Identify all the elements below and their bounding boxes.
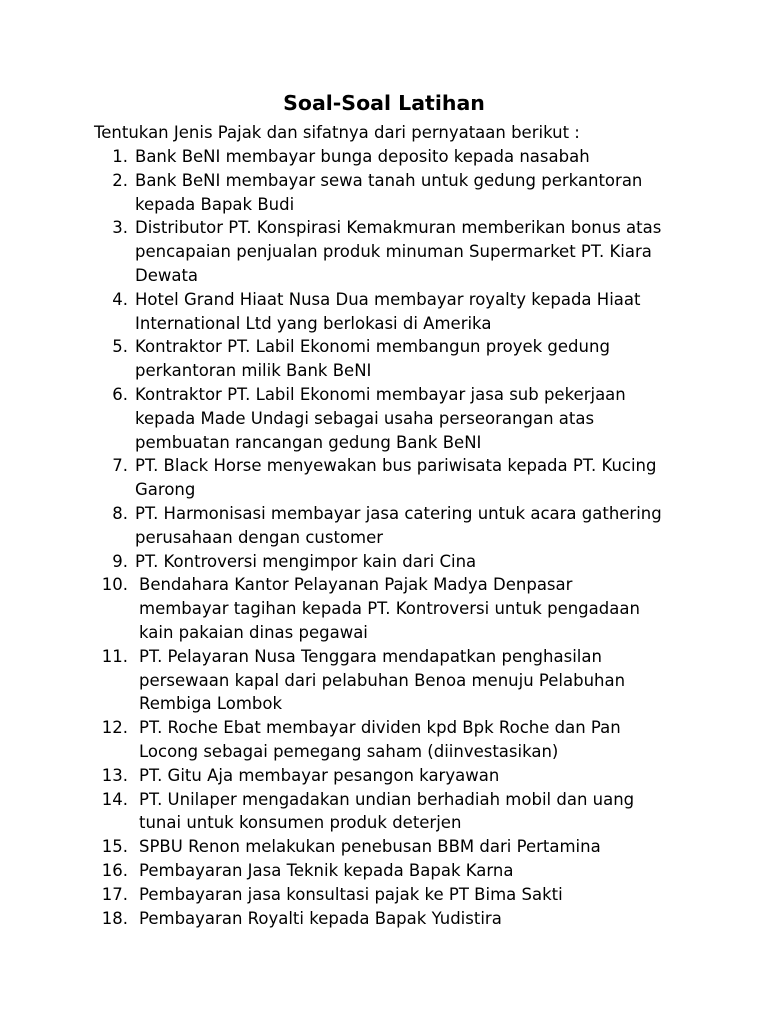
list-item — [0, 764, 768, 788]
list-item-line: PT. Kontroversi mengimpor kain dari Cina — [135, 551, 477, 571]
list-item-line: Locong sebagai pemegang saham (diinvestasikan) — [139, 741, 559, 761]
list-item-number: 13. — [101, 765, 128, 785]
list-item-line: kain pakaian dinas pegawai — [139, 622, 368, 642]
list-item-line: Kontraktor PT. Labil Ekonomi membangun proyek gedung — [135, 337, 610, 357]
list-item-line: PT. Unilaper mengadakan undian berhadiah mobil dan uang — [139, 789, 635, 809]
list-item-line: Pembayaran Jasa Teknik kepada Bapak Karna — [139, 860, 514, 880]
list-item — [0, 169, 768, 217]
list-item-text — [139, 645, 683, 716]
list-item-text — [139, 835, 683, 859]
list-item-line: kepada Made Undagi sebagai usaha perseorangan atas — [135, 408, 595, 428]
list-item-text — [135, 383, 683, 454]
list-item — [0, 145, 768, 169]
list-item — [0, 454, 768, 502]
list-item-line: tunai untuk konsumen produk deterjen — [139, 813, 462, 833]
list-item-text — [135, 288, 683, 336]
list-item-line: PT. Gitu Aja membayar pesangon karyawan — [139, 765, 500, 785]
list-item-line: pembuatan rancangan gedung Bank BeNI — [135, 432, 482, 452]
list-item-number: 15. — [101, 837, 128, 857]
list-item-line: PT. Roche Ebat membayar dividen kpd Bpk Roche dan Pan — [139, 718, 621, 738]
list-item-number: 12. — [101, 718, 128, 738]
list-item — [0, 645, 768, 716]
list-item — [0, 335, 768, 383]
list-item — [0, 502, 768, 550]
list-item-number: 10. — [101, 575, 128, 595]
list-item — [0, 383, 768, 454]
list-item-text — [135, 454, 683, 502]
list-item-number: 5. — [112, 337, 128, 357]
list-item — [0, 835, 768, 859]
list-item-line: Pembayaran Royalti kepada Bapak Yudistira — [139, 908, 502, 928]
list-item — [0, 550, 768, 574]
list-item-line: Kontraktor PT. Labil Ekonomi membayar jasa sub pekerjaan — [135, 384, 626, 404]
list-item-text — [139, 764, 683, 788]
list-item-text — [139, 907, 683, 931]
list-item-number: 14. — [101, 789, 128, 809]
list-item-line: Garong — [135, 480, 196, 500]
list-item-line: PT. Black Horse menyewakan bus pariwisata kepada PT. Kucing — [135, 456, 657, 476]
list-item-line: kepada Bapak Budi — [135, 194, 295, 214]
list-item-text — [135, 145, 683, 169]
list-item-number: 8. — [112, 503, 128, 523]
list-item-number: 7. — [112, 456, 128, 476]
list-item-text — [135, 550, 683, 574]
list-item-line: SPBU Renon melakukan penebusan BBM dari Pertamina — [139, 837, 601, 857]
list-item-text — [135, 216, 683, 287]
list-item — [0, 907, 768, 931]
question-list — [0, 145, 768, 930]
list-item-line: International Ltd yang berlokasi di Amerika — [135, 313, 492, 333]
list-item-number: 17. — [101, 884, 128, 904]
list-item-number: 6. — [112, 384, 128, 404]
list-item — [0, 288, 768, 336]
list-item-line: Hotel Grand Hiaat Nusa Dua membayar royalty kepada Hiaat — [135, 289, 641, 309]
list-item — [0, 216, 768, 287]
list-item — [0, 716, 768, 764]
list-item-text — [139, 883, 683, 907]
list-item-number: 4. — [112, 289, 128, 309]
list-item-line: Bank BeNI membayar sewa tanah untuk gedung perkantoran — [135, 170, 643, 190]
list-item — [0, 788, 768, 836]
list-item-number: 9. — [112, 551, 128, 571]
page-title: Soal-Soal Latihan — [283, 91, 485, 115]
list-item-number: 3. — [112, 218, 128, 238]
list-item-line: Distributor PT. Konspirasi Kemakmuran memberikan bonus atas — [135, 218, 662, 238]
list-item-text — [139, 573, 683, 644]
list-item-number: 1. — [112, 147, 128, 166]
list-item-text — [135, 502, 683, 550]
list-item-text — [135, 335, 683, 383]
list-item-number: 16. — [101, 860, 128, 880]
list-item-number: 2. — [112, 170, 128, 190]
list-item-number: 18. — [101, 908, 128, 928]
list-item — [0, 883, 768, 907]
list-item-line: Bank BeNI membayar bunga deposito kepada nasabah — [135, 147, 590, 166]
list-item-line: Bendahara Kantor Pelayanan Pajak Madya Denpasar — [139, 575, 573, 595]
list-item-text — [139, 859, 683, 883]
list-item-number: 11. — [101, 646, 128, 666]
list-item-line: perkantoran milik Bank BeNI — [135, 361, 372, 381]
list-item-line: persewaan kapal dari pelabuhan Benoa menuju Pelabuhan — [139, 670, 626, 690]
list-item-text — [139, 788, 683, 836]
instruction-text: Tentukan Jenis Pajak dan sifatnya dari pernyataan berikut : — [94, 123, 580, 142]
list-item-line: PT. Pelayaran Nusa Tenggara mendapatkan penghasilan — [139, 646, 602, 666]
list-item-line: pencapaian penjualan produk minuman Supermarket PT. Kiara — [135, 242, 652, 262]
list-item-line: Pembayaran jasa konsultasi pajak ke PT Bima Sakti — [139, 884, 563, 904]
list-item-text — [135, 169, 683, 217]
list-item-line: Rembiga Lombok — [139, 694, 283, 714]
list-item-text — [139, 716, 683, 764]
list-item-line: Dewata — [135, 265, 199, 285]
list-item-line: PT. Harmonisasi membayar jasa catering untuk acara gathering — [135, 503, 662, 523]
list-item — [0, 573, 768, 644]
list-item-line: perusahaan dengan customer — [135, 527, 384, 547]
list-item-line: membayar tagihan kepada PT. Kontroversi untuk pengadaan — [139, 599, 640, 619]
list-item — [0, 859, 768, 883]
